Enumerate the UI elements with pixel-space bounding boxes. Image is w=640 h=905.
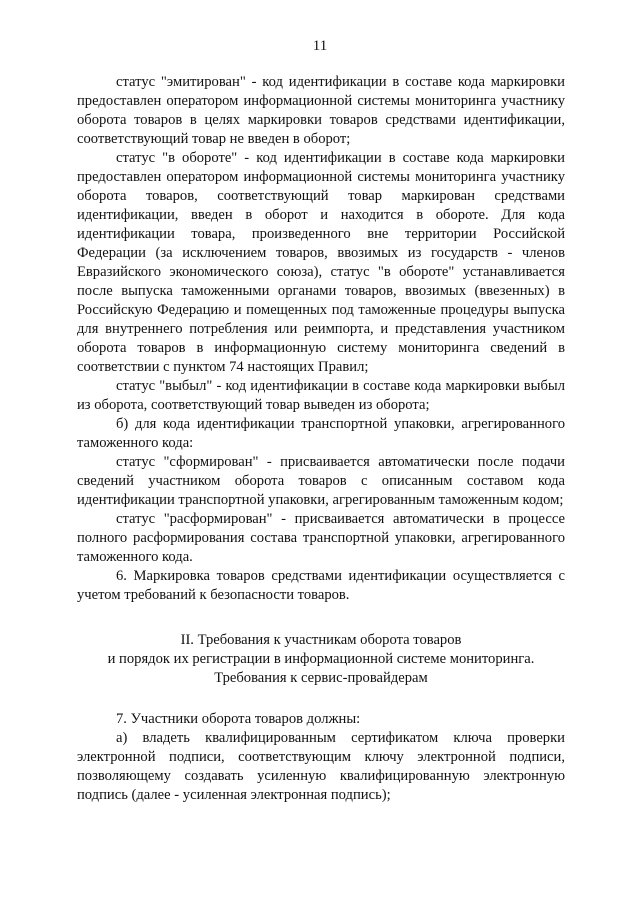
paragraph: 6. Маркировка товаров средствами идентификации осуществляется с учетом требований к безопасности товаров. [77, 568, 565, 603]
heading-line: и порядок их регистрации в информационной системе мониторинга. [107, 651, 535, 667]
document-body [77, 73, 565, 805]
paragraph: статус "в обороте" - код идентификации в составе кода маркировки предоставлен оператором информационной системы мониторинга участнику оборота товаров, соответствующий товар маркирован средствами идентификации, введен в оборот и находится в обороте. Для кода идентификации товара, произведенного вне территории Российской Федерации (за исключением товаров, ввозимых из государств - членов Евразийского экономического союза), статус "в обороте" устанавливается после выпуска таможенными органами товаров, ввозимых (ввезенных) в Российскую Федерацию и помещенных под таможенные процедуры выпуска для внутреннего потребления или реимпорта, и представления участником оборота товаров в информационную систему мониторинга сведений в соответствии с пунктом 74 настоящих Правил; [77, 150, 565, 375]
paragraph: б) для кода идентификации транспортной упаковки, агрегированного таможенного кода: [77, 416, 565, 451]
paragraph: статус "выбыл" - код идентификации в составе кода маркировки выбыл из оборота, соответствующий товар выведен из оборота; [77, 378, 565, 413]
paragraph: статус "эмитирован" - код идентификации в составе кода маркировки предоставлен оператором информационной системы мониторинга участнику оборота товаров в целях маркировки товаров средствами идентификации, соответствующий товар не введен в оборот; [77, 74, 565, 147]
page-number: 11 [312, 38, 328, 54]
paragraph: статус "расформирован" - присваивается автоматически в процессе полного расформирования состава транспортной упаковки, агрегированного таможенного кода. [77, 511, 565, 565]
paragraph: а) владеть квалифицированным сертификатом ключа проверки электронной подписи, соответствующим ключу электронной подписи, позволяющему создавать усиленную квалифицированную электронную подпись (далее - усиленная электронная подпись); [77, 730, 565, 803]
heading-line: Требования к сервис-провайдерам [214, 670, 428, 686]
section-heading [77, 631, 565, 688]
paragraph: статус "сформирован" - присваивается автоматически после подачи сведений участником оборота товаров с описанным составом кода идентификации транспортной упаковки, агрегированным таможенным кодом; [77, 454, 565, 508]
paragraph: 7. Участники оборота товаров должны: [116, 711, 361, 727]
heading-line: II. Требования к участникам оборота товаров [180, 632, 462, 648]
